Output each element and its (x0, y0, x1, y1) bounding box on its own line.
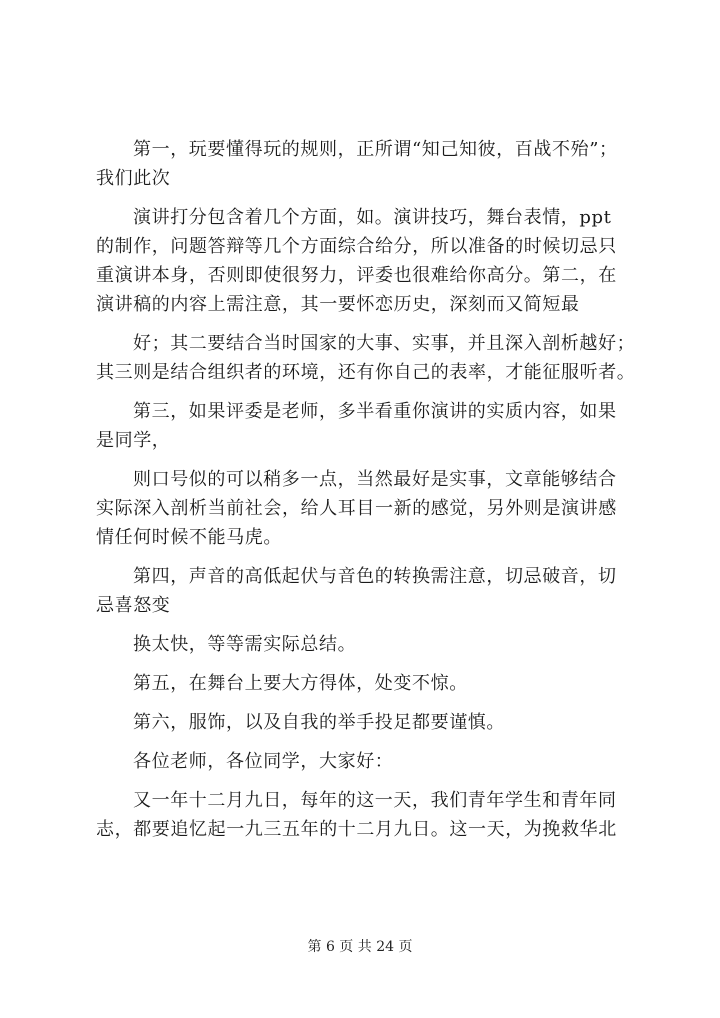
text-line: 实际深入剖析当前社会，给人耳目一新的感觉，另外则是演讲感 (96, 498, 617, 519)
text-line: 的制作，问题答辩等几个方面综合给分，所以准备的时候切忌只 (96, 236, 617, 257)
text-line: 换太快，等等需实际总结。 (133, 634, 357, 655)
paragraph-1 (96, 135, 636, 193)
paragraph-8 (96, 669, 636, 698)
text-line: 忌喜怒变 (96, 595, 171, 616)
text-line: 第四，声音的高低起伏与音色的转换需注意，切忌破音，切 (133, 566, 617, 587)
document-body (96, 135, 636, 854)
text-line: 第五，在舞台上要大方得体，处变不惊。 (133, 673, 468, 694)
paragraph-11 (96, 786, 636, 844)
paragraph-6 (96, 562, 636, 620)
text-line: 情任何时候不能马虎。 (96, 527, 282, 548)
text-line: 志，都要追忆起一九三五年的十二月九日。这一天，为挽救华北 (96, 819, 617, 840)
text-line: 好；其二要结合当时国家的大事、实事，并且深入剖析越好； (133, 333, 636, 354)
text-line: 重演讲本身，否则即使很努力，评委也很难给你高分。第二，在 (96, 265, 617, 286)
text-line: 演讲打分包含着几个方面，如。演讲技巧，舞台表情，ppt (133, 207, 612, 228)
text-line: 是同学， (96, 430, 171, 451)
text-line: 则口号似的可以稍多一点，当然最好是实事，文章能够结合 (133, 469, 617, 490)
text-line: 第六，服饰，以及自我的举手投足都要谨慎。 (133, 712, 505, 733)
paragraph-10 (96, 747, 636, 776)
text-line: 演讲稿的内容上需注意，其一要怀恋历史，深刻而又简短最 (96, 294, 580, 315)
paragraph-9 (96, 708, 636, 737)
text-line: 其三则是结合组织者的环境，还有你自己的表率，才能征服听者。 (96, 362, 636, 383)
paragraph-3 (96, 329, 636, 387)
page-number-footer: 第 6 页 共 24 页 (307, 939, 413, 955)
paragraph-5 (96, 465, 636, 552)
text-line: 第三，如果评委是老师，多半看重你演讲的实质内容，如果 (133, 401, 617, 422)
text-line: 各位老师，各位同学，大家好： (133, 751, 394, 772)
text-line: 第一，玩要懂得玩的规则，正所谓“知己知彼，百战不殆”； (133, 139, 618, 160)
paragraph-4 (96, 397, 636, 455)
text-line: 又一年十二月九日，每年的这一天，我们青年学生和青年同 (133, 790, 617, 811)
paragraph-2 (96, 203, 636, 319)
paragraph-7 (96, 630, 636, 659)
text-line: 我们此次 (96, 168, 171, 189)
